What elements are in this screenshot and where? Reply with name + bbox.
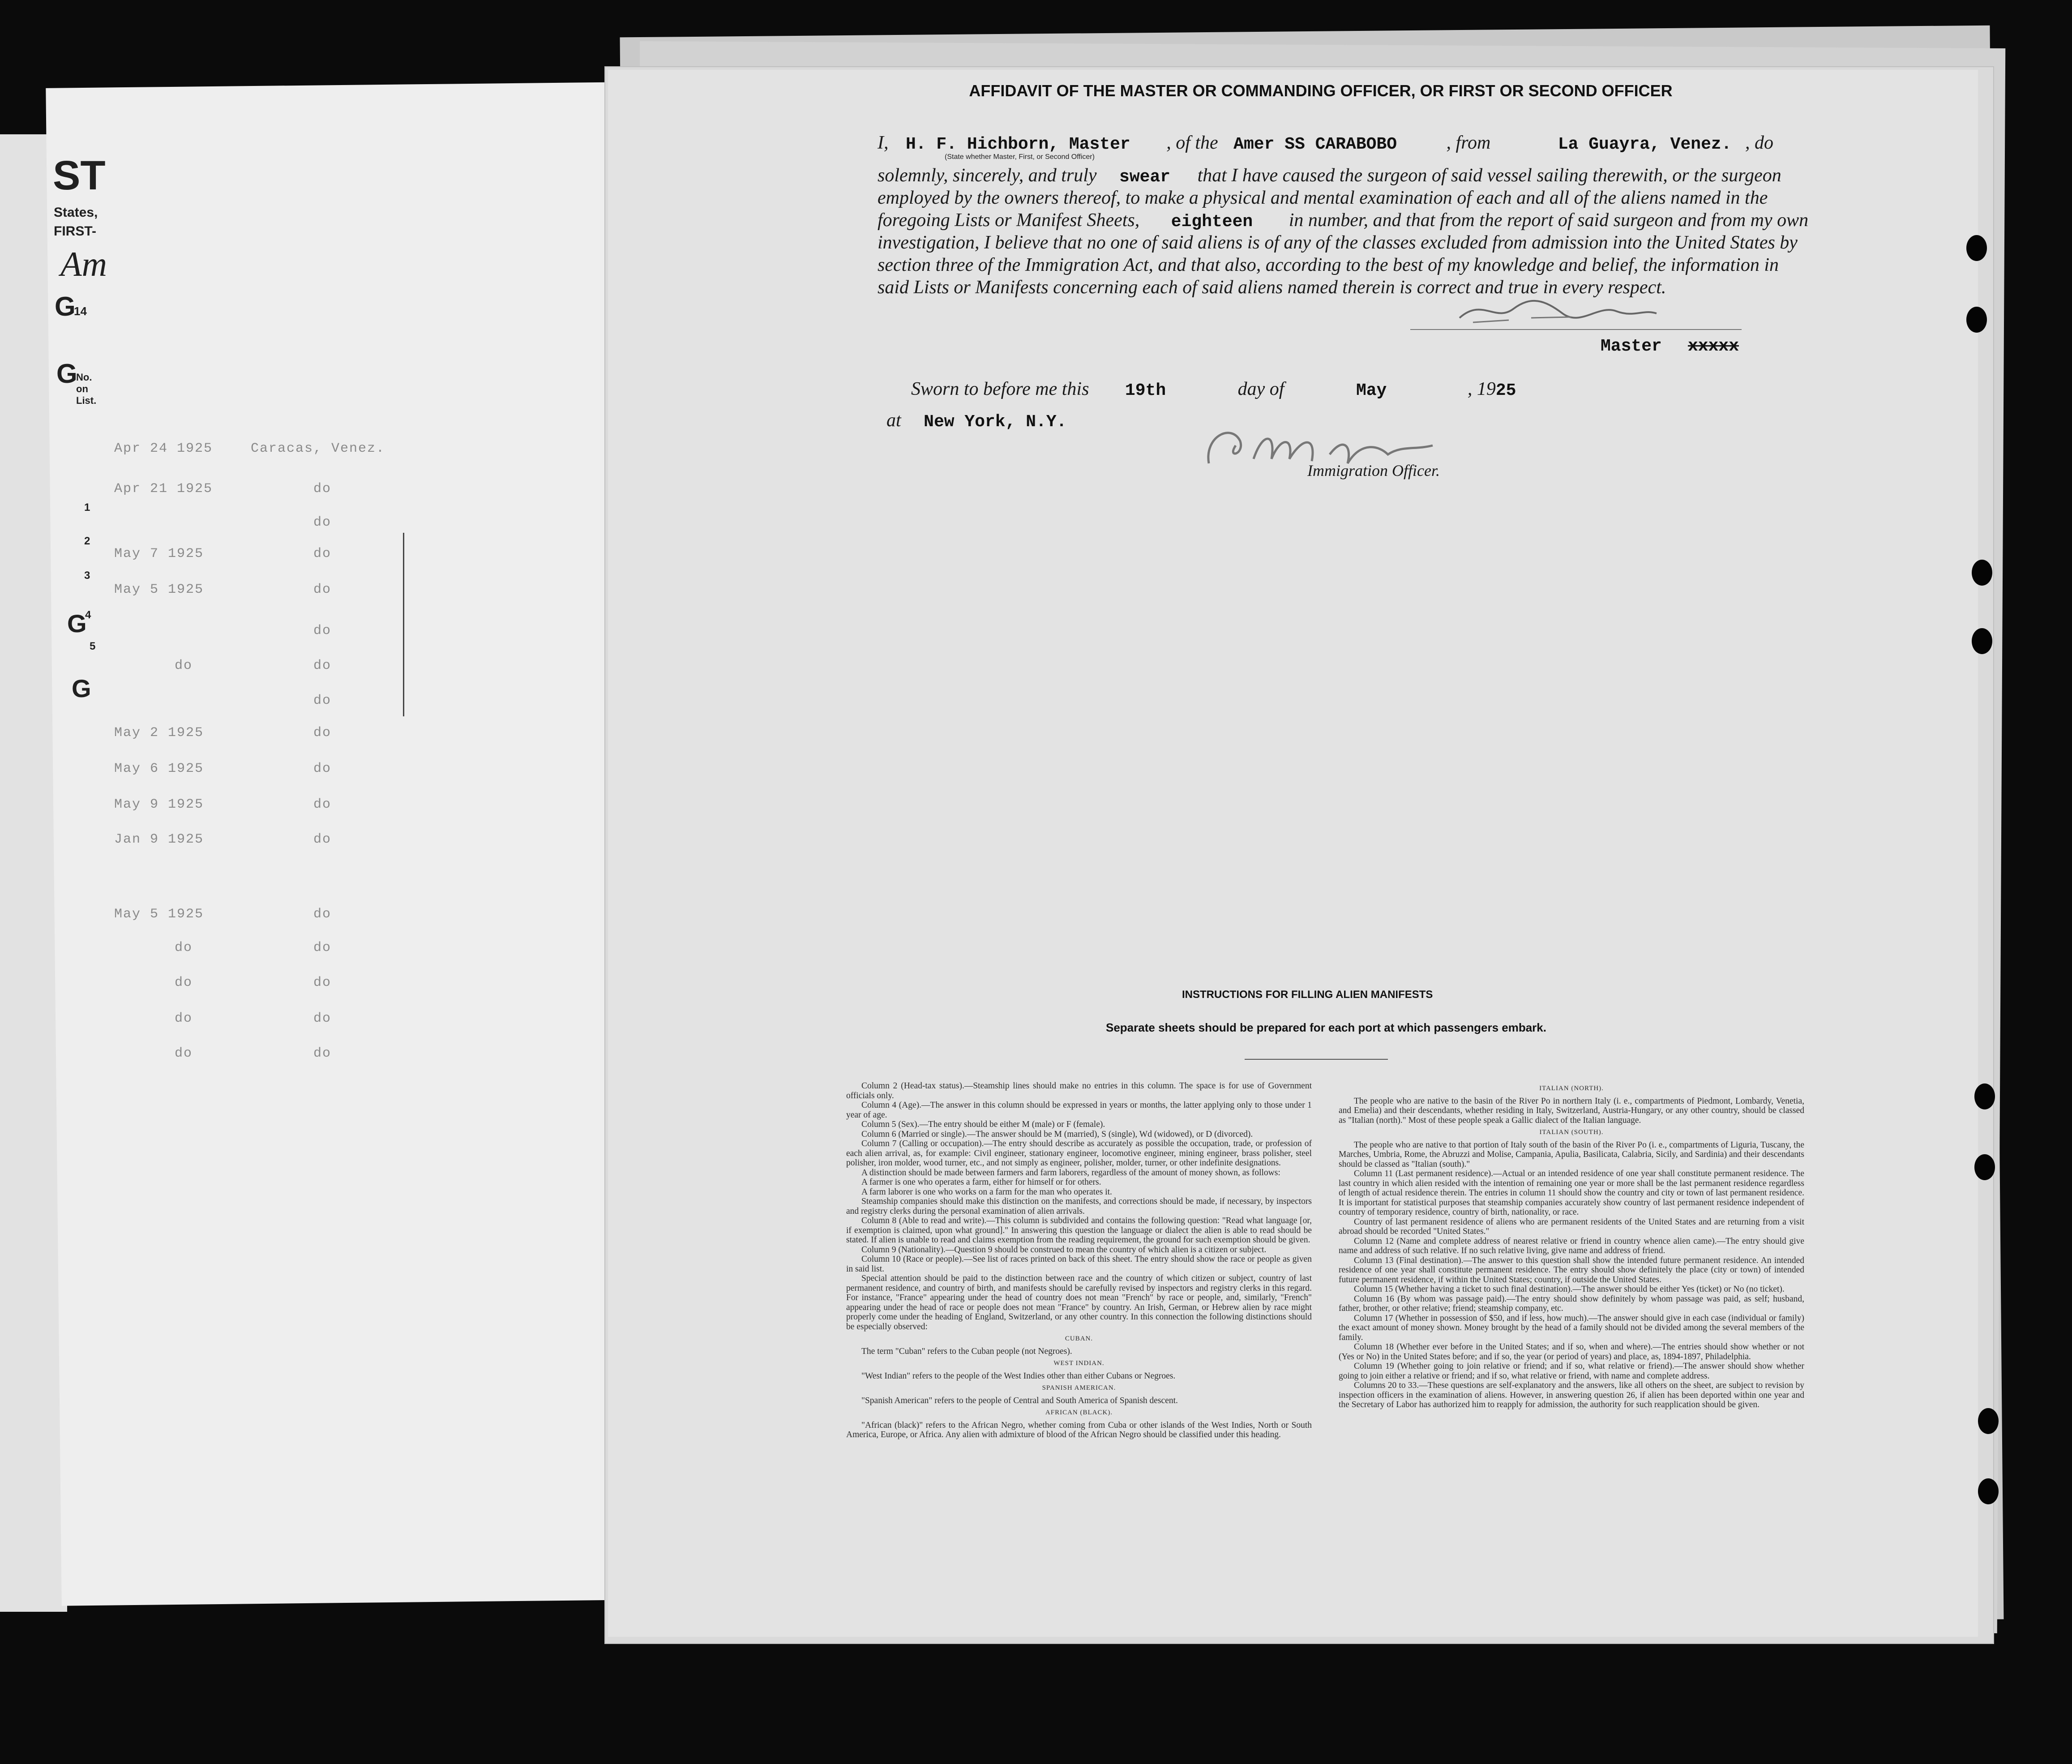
left-row-place: do [313, 907, 332, 922]
instruction-para: Special attention should be paid to the distinction between race and the country of which citizen or subject, country of last permanent residence, and country of birth, and manifests should be carefully revised by inspectors and registry clerks in this regard. For instance, "France" appearing under the head of country does not mean "French" by race or people, and, similarly, "French" appearing under the head of race or people does not mean "France" by country. An Irish, German, or Hebrew alien by race might properly come under the heading of England, Switzerland, or any other country. In this connection the following distinctions should be especially observed: [846, 1274, 1312, 1332]
left-row-date: do [175, 975, 193, 990]
instruction-para: Column 2 (Head-tax status).—Steamship lines should make no entries in this column. The space is for use of Government officials only. [846, 1081, 1312, 1100]
affidavit-line-5: investigation, I believe that no one of said aliens is of any of the classes excluded from admission into the United States by [878, 232, 1798, 253]
departure-port: La Guayra, Venez. [1558, 135, 1732, 154]
sworn-text: Sworn to before me this [911, 379, 1089, 399]
edge-g-mark: G [55, 291, 76, 321]
left-row-place: do [313, 693, 332, 708]
edge-first: FIRST- [54, 224, 96, 239]
left-row-place: do [313, 832, 332, 847]
left-row-date: do [175, 1011, 193, 1026]
instruction-para: Column 13 (Final destination).—The answer to this question shall show the intended future permanent residence. An intended residence of one year shall constitute permanent residence. The entry should show definitely the place (city or town) of intended future permanent residence, if within the United States; country, if outside the United States. [1339, 1255, 1804, 1284]
of-the-text: , of the [1166, 133, 1218, 153]
affidavit-line-7: said Lists or Manifests concerning each of said aliens named therein is correct and true in every respect. [878, 277, 1666, 298]
year-prefix: , 19 [1467, 379, 1496, 399]
left-row-date: Apr 21 1925 [114, 481, 213, 497]
master-name: H. F. Hichborn, Master [906, 135, 1130, 154]
instruction-para: Column 5 (Sex).—The entry should be either M (male) or F (female). [861, 1120, 1105, 1129]
edge-g-mark-4: G [72, 674, 91, 702]
african-heading: AFRICAN (BLACK). [1045, 1409, 1113, 1416]
pencil-mark [403, 533, 404, 716]
master-signature [1455, 295, 1661, 327]
affidavit-line-4 [878, 210, 1808, 231]
left-row-date: May 9 1925 [114, 797, 204, 812]
punch-hole [1966, 307, 1987, 333]
instruction-para: Column 15 (Whether having a ticket to such final destination).—The answer should be either Yes (ticket) or No (no ticket). [1354, 1284, 1785, 1294]
left-row-place: do [313, 515, 332, 530]
punch-hole [1972, 628, 1992, 654]
left-row-date: May 5 1925 [114, 907, 204, 922]
west-indian-text: "West Indian" refers to the people of the West Indies other than either Cubans or Negroes. [861, 1371, 1176, 1381]
left-row-date: do [175, 658, 193, 673]
left-row-date: do [175, 940, 193, 955]
day-of-text: day of [1237, 379, 1284, 399]
instructions-title: INSTRUCTIONS FOR FILLING ALIEN MANIFESTS [1182, 989, 1433, 1001]
edge-fourteen: 14 [74, 304, 87, 318]
affidavit-i: I, [878, 133, 889, 153]
spanish-american-text: "Spanish American" refers to the people of Central and South America of Spanish descent. [861, 1396, 1178, 1405]
instruction-para: Country of last permanent residence of aliens who are permanent residents of the United States and are returning from a visit abroad should be recorded "United States." [1339, 1217, 1804, 1236]
affidavit-line-3: employed by the owners thereof, to make a physical and mental examination of each and all of the aliens named in the [878, 188, 1768, 208]
instruction-para: Column 12 (Name and complete address of nearest relative or friend in country whence alien came).—The entry should give name and address of such relative. If no such relative living, give name and address of friend. [1339, 1236, 1804, 1255]
affidavit-line-6: section three of the Immigration Act, and that also, according to the best of my knowledge and belief, the information in [878, 255, 1779, 275]
affidavit-line-2b: that I have caused the surgeon of said vessel sailing therewith, or the surgeon [1197, 165, 1781, 186]
instruction-para: Column 19 (Whether going to join relative or friend; and if so, what relative or friend).—The answer should show whether going to join either a relative or friend; and if so, what relative or friend, with name and complete address. [1339, 1362, 1804, 1381]
left-row-place: do [313, 797, 332, 812]
left-row-place: do [313, 1011, 332, 1026]
instruction-para: Column 16 (By whom was passage paid).—The entry should show definitely by whom passage was paid, as self; husband, father, brother, or other relative; friend; steamship company, etc. [1339, 1294, 1804, 1313]
instruction-para: A distinction should be made between farmers and farm laborers, regardless of the amount of money shown, as follows: [861, 1168, 1280, 1177]
punch-hole [1978, 1408, 1999, 1434]
left-row-place: do [313, 1046, 332, 1061]
edge-st: ST [53, 153, 106, 198]
spanish-american-heading: SPANISH AMERICAN. [1042, 1384, 1116, 1392]
left-row-date: May 2 1925 [114, 725, 204, 741]
edge-row-5: 5 [90, 640, 96, 652]
punch-hole [1972, 560, 1992, 586]
from-text: , from [1446, 133, 1491, 153]
instruction-para: Column 8 (Able to read and write).—This column is subdivided and contains the following question: "Read what language [or, if exemption is claimed, upon what ground]." In answering this question the language or dialect the alien is able to read should be stated. If alien is unable to read and claims exemption from the reading requirement, the ground for such exemption should be given. [846, 1216, 1312, 1245]
edge-row-2: 2 [84, 535, 90, 547]
edge-am: Am [60, 244, 107, 283]
affidavit-line-4a: foregoing Lists or Manifest Sheets, [878, 210, 1140, 231]
punch-hole [1974, 1083, 1995, 1109]
left-row-place: Caracas, Venez. [251, 441, 385, 456]
instruction-para: Column 9 (Nationality).—Question 9 should be construed to mean the country of which alien is a citizen or subject. [861, 1245, 1267, 1254]
left-row-date: May 6 1925 [114, 761, 204, 776]
sworn-line [911, 378, 1516, 400]
edge-g-mark-3: G [67, 609, 87, 638]
instruction-para: Column 10 (Race or people).—See list of races printed on back of this sheet. The entry should show the race or people as given in said list. [846, 1254, 1312, 1274]
sheet-count: eighteen [1171, 212, 1253, 231]
instruction-para: Column 11 (Last permanent residence).—Actual or an intended residence of one year shall constitute permanent residence. The last country in which alien resided with the intention of remaining one year or more shall be the last permanent residence regardless of length of actual residence therein. The entries in column 11 should show the country and city or town of last permanent residence. It is important for statistical purposes that steamship companies accurately show country of last permanent residence independent of country of temporary residence, country of birth, nationality, or race. [1339, 1169, 1804, 1217]
left-row-place: do [313, 546, 332, 561]
left-row-date: do [175, 1046, 193, 1061]
edge-row-1: 1 [84, 501, 90, 514]
instruction-para: Column 6 (Married or single).—The answer should be M (married), S (single), Wd (widowed), or D (divorced). [861, 1129, 1253, 1139]
instruction-para: Column 17 (Whether in possession of $50, and if less, how much).—The answer should give in each case (individual or family) the exact amount of money shown. Money brought by the head of a family should not be divided among the several members of the family. [1339, 1313, 1804, 1342]
instruction-para: Column 4 (Age).—The answer in this column should be expressed in years or months, the latter applying only to those under 1 year of age. [846, 1100, 1312, 1120]
instruction-para: Column 18 (Whether ever before in the United States; and if so, when and where).—The entries should show whether or not (Yes or No) in the United States before; and if so, the year (or period of years) and place, as, 1894-1897, Philadelphia. [1339, 1342, 1804, 1362]
swear-word: swear [1119, 167, 1171, 187]
instruction-para: Columns 20 to 33.—These questions are self-explanatory and the answers, like all others on the sheet, are subject to revision by inspection officers in the examination of aliens. However, in answering question 26, if alien has been deported within one year and the Secretary of Labor has authorized him to reapply for admission, the authority for such reapplication should be given. [1339, 1381, 1804, 1409]
immigration-officer-label: Immigration Officer. [1307, 462, 1440, 480]
at-text: at [886, 410, 901, 431]
instruction-para: Steamship companies should make this distinction on the manifests, and corrections should be made, if necessary, by inspectors and registry clerks during the personal examination of alien arrivals. [846, 1197, 1312, 1216]
instructions-divider [1245, 1059, 1388, 1060]
affidavit-line-4b: in number, and that from the report of said surgeon and from my own [1289, 210, 1809, 231]
left-row-place: do [313, 975, 332, 990]
left-row-place: do [313, 940, 332, 955]
vessel-name: Amer SS CARABOBO [1233, 135, 1397, 154]
master-signature-scribble [1455, 295, 1661, 327]
master-label: Master [1601, 337, 1662, 356]
edge-g-mark-2: G [56, 359, 77, 389]
instructions-subtitle: Separate sheets should be prepared for each port at which passengers embark. [1106, 1021, 1546, 1034]
sworn-day: 19th [1125, 381, 1166, 400]
west-indian-heading: WEST INDIAN. [1053, 1360, 1104, 1367]
sworn-year: 25 [1495, 381, 1516, 400]
sworn-place: New York, N.Y. [924, 412, 1067, 432]
italian-north-heading: ITALIAN (NORTH). [1539, 1085, 1604, 1092]
punch-hole [1966, 235, 1987, 261]
left-row-place: do [313, 658, 332, 673]
sworn-month: May [1356, 381, 1387, 400]
affidavit-title: AFFIDAVIT OF THE MASTER OR COMMANDING OFFICER, OR FIRST OR SECOND OFFICER [969, 81, 1673, 100]
edge-row-4: 4 [85, 609, 91, 621]
sworn-place-line [886, 410, 1066, 432]
do-text: , do [1745, 133, 1773, 153]
instruction-para: A farmer is one who operates a farm, either for himself or for others. [861, 1177, 1101, 1187]
punch-hole [1974, 1154, 1995, 1180]
instruction-para: The people who are native to that portion of Italy south of the basin of the River Po (i. e., compartments of Liguria, Tuscany, the Marches, Umbria, Rome, the Abruzzi and Molise, Campania, Apulia, Basilicata, Calabria, Sicily, and Sardinia) and their descendants should be classed as "Italian (south)." [1339, 1140, 1804, 1169]
left-row-place: do [313, 481, 332, 497]
instruction-para: Column 7 (Calling or occupation).—The entry should describe as accurately as possible the occupation, trade, or profession of each alien arrival, as, for example: Civil engineer, stationary engineer, locomotive engineer, mining engineer, brass polisher, steel polisher, iron molder, wood turner, etc., and not simply as engineer, polisher, molder, turner, or other indefinite designations. [846, 1139, 1312, 1168]
left-row-place: do [313, 582, 332, 597]
left-row-place: do [313, 761, 332, 776]
left-row-date: May 5 1925 [114, 582, 204, 597]
edge-row-3: 3 [84, 569, 90, 582]
italian-south-heading: ITALIAN (SOUTH). [1539, 1129, 1604, 1136]
cuban-text: The term "Cuban" refers to the Cuban people (not Negroes). [861, 1346, 1072, 1356]
left-row-date: May 7 1925 [114, 546, 204, 561]
punch-hole [1978, 1478, 1999, 1504]
left-row-place: do [313, 725, 332, 741]
cuban-heading: CUBAN. [1065, 1335, 1093, 1342]
edge-no-on-list: No. on List. [76, 372, 97, 406]
officer-rank-note: (State whether Master, First, or Second Officer) [945, 153, 1095, 161]
instructions-right-column [1339, 1081, 1804, 1511]
instruction-para: A farm laborer is one who works on a farm for the man who operates it. [861, 1187, 1112, 1197]
edge-states: States, [54, 205, 98, 220]
officer-struck: xxxxx [1688, 337, 1739, 356]
affidavit-line-1 [878, 132, 1773, 154]
instructions-left-column [846, 1081, 1312, 1556]
affidavit-line-2a: solemnly, sincerely, and truly [878, 165, 1097, 186]
master-signature-line [1410, 329, 1742, 330]
affidavit-line-2 [878, 165, 1781, 187]
left-row-date: Jan 9 1925 [114, 832, 204, 847]
left-row-date: Apr 24 1925 [114, 441, 213, 456]
african-text: "African (black)" refers to the African Negro, whether coming from Cuba or other islands of the West Indies, North or South America, Europe, or Africa. Any alien with admixture of blood of the African Negro should be classified under this heading. [846, 1420, 1312, 1439]
left-row-place: do [313, 623, 332, 638]
italian-north-text: The people who are native to the basin of the River Po in northern Italy (i. e., compartments of Piedmont, Lombardy, Venetia, and Emelia) and their descendants, whether residing in Italy, Switzerland, Austria-Hungary, or any other country, should be classed as "Italian (north)." Most of these people speak a Gallic dialect of the Italian language. [1339, 1096, 1804, 1125]
